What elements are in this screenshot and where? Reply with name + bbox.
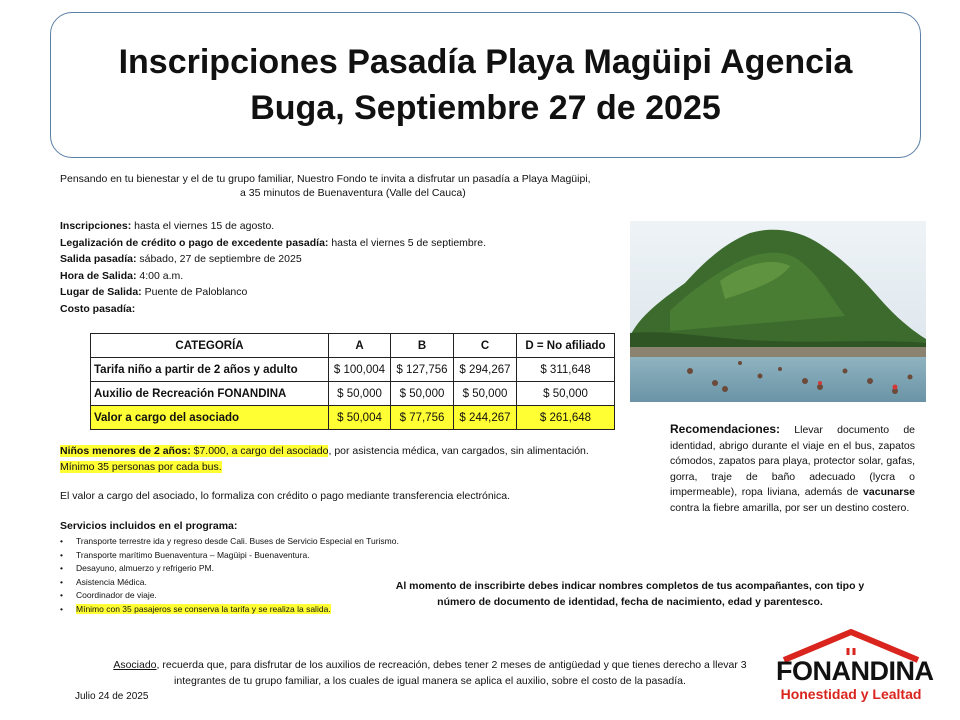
- table-cell: $ 311,648: [517, 358, 615, 382]
- table-header: D = No afiliado: [517, 334, 615, 358]
- logo-slogan: Honestidad y Lealtad: [780, 686, 922, 702]
- detail-legalizacion: [60, 235, 486, 252]
- table-cell: $ 100,004: [329, 358, 391, 382]
- table-header: C: [454, 334, 517, 358]
- table-cell-category: Valor a cargo del asociado: [91, 406, 329, 430]
- detail-inscripciones: [60, 218, 486, 235]
- list-item: [60, 576, 399, 590]
- kids-line: [60, 443, 670, 459]
- associate-note: [90, 657, 770, 689]
- detail-value: 4:00 a.m.: [136, 269, 184, 282]
- list-item: [60, 562, 399, 576]
- recommendations-bold: vacunarse: [863, 486, 915, 499]
- service-text: Mínimo con 35 pasajeros se conserva la tarifa y se realiza la salida.: [76, 603, 331, 614]
- kids-minimum: Mínimo 35 personas por cada bus.: [60, 461, 222, 473]
- table-cell-category: Tarifa niño a partir de 2 años y adulto: [91, 358, 329, 382]
- recommendations: [670, 422, 915, 517]
- document-date: Julio 24 de 2025: [75, 691, 149, 702]
- recommendations-text-end: contra la fiebre amarilla, por ser un destino costero.: [670, 501, 910, 514]
- service-text: Transporte marítimo Buenaventura – Magüipi - Buenaventura.: [76, 549, 310, 560]
- detail-costo: [60, 301, 486, 318]
- valor-note: El valor a cargo del asociado, lo formaliza con crédito o pago mediante transferencia electrónica.: [60, 490, 510, 502]
- table-row-highlighted: [91, 406, 615, 430]
- list-item: [60, 589, 399, 603]
- beach-photo: [630, 221, 926, 402]
- page-title-line-1: Inscripciones Pasadía Playa Magüipi Agencia: [118, 43, 853, 81]
- kids-price: $7.000, a cargo del asociado: [190, 445, 329, 457]
- detail-label: Salida pasadía:: [60, 253, 137, 265]
- recommendations-heading: Recomendaciones:: [670, 422, 781, 436]
- detail-label: Legalización de crédito o pago de excedente pasadía:: [60, 236, 329, 249]
- list-item: [60, 603, 399, 617]
- associate-text: , recuerda que, para disfrutar de los auxilios de recreación, debes tener 2 meses de antigüedad y que tienes derecho a llevar 3 integrantes de tu grupo familiar, a los cuales de igual manera se aplica el auxilio, sobre el costo de la pasadía.: [156, 659, 747, 687]
- list-item: [60, 535, 399, 549]
- bullet-icon: •: [60, 603, 63, 614]
- table-cell: $ 50,004: [329, 406, 391, 430]
- services-list: [60, 535, 399, 616]
- table-cell: $ 127,756: [391, 358, 454, 382]
- detail-salida: [60, 251, 486, 268]
- table-cell: $ 50,000: [454, 382, 517, 406]
- bullet-icon: •: [60, 576, 63, 587]
- intro-line-1: Pensando en tu bienestar y el de tu grupo familiar, Nuestro Fondo te invita a disfrutar un pasadía a Playa Magüipi,: [60, 173, 591, 185]
- detail-value: hasta el viernes 5 de septiembre.: [328, 236, 486, 249]
- intro-text: [60, 172, 700, 200]
- kids-label: Niños menores de 2 años:: [60, 445, 191, 457]
- service-text: Asistencia Médica.: [76, 576, 147, 587]
- table-header: B: [391, 334, 454, 358]
- detail-hora: [60, 268, 486, 285]
- services-section: [60, 520, 399, 616]
- table-header: A: [329, 334, 391, 358]
- table-row: [91, 382, 615, 406]
- services-heading: Servicios incluidos en el programa:: [60, 520, 238, 532]
- table-cell: $ 294,267: [454, 358, 517, 382]
- table-cell: $ 261,648: [517, 406, 615, 430]
- beach-island-image: [630, 221, 926, 402]
- table-cell: $ 50,000: [329, 382, 391, 406]
- table-header-row: [91, 334, 615, 358]
- table-header: CATEGORÍA: [91, 334, 329, 358]
- detail-label: Lugar de Salida:: [60, 286, 142, 298]
- detail-value: sábado, 27 de septiembre de 2025: [136, 253, 302, 265]
- detail-label: Costo pasadía:: [60, 302, 136, 315]
- registration-note: Al momento de inscribirte debes indicar nombres completos de tus acompañantes, con tipo y número de documento de identidad, fecha de nacimiento, edad y parentesco.: [395, 580, 865, 608]
- kids-rest: , por asistencia médica, van cargados, sin alimentación.: [328, 445, 589, 457]
- title-box: [50, 12, 921, 158]
- detail-value: hasta el viernes 15 de agosto.: [131, 220, 275, 232]
- detail-label: Inscripciones:: [60, 220, 132, 232]
- detail-lugar: [60, 284, 486, 301]
- logo-name: FONANDINA: [776, 656, 934, 686]
- intro-line-2: a 35 minutos de Buenaventura (Valle del Cauca): [240, 187, 466, 199]
- recommendations-text: Llevar documento de identidad, abrigo durante el viaje en el bus, zapatos cómodos, zapatos para playa, protector solar, gafas, gorra, traje de baño adecuado (lycra o impermeable), ropa liviana, además de: [670, 424, 915, 499]
- bullet-icon: •: [60, 590, 63, 600]
- cost-table: [90, 333, 615, 430]
- page-title-line-2: Buga, Septiembre 27 de 2025: [250, 89, 721, 127]
- trip-details: [60, 218, 486, 317]
- associate-label: Asociado: [113, 659, 157, 671]
- table-cell: $ 244,267: [454, 406, 517, 430]
- service-text: Coordinador de viaje.: [76, 590, 157, 600]
- bullet-icon: •: [60, 563, 63, 573]
- table-cell: $ 50,000: [391, 382, 454, 406]
- table-cell-category: Auxilio de Recreación FONANDINA: [91, 382, 329, 406]
- table-cell: $ 50,000: [517, 382, 615, 406]
- table-row: [91, 358, 615, 382]
- detail-value: Puente de Paloblanco: [141, 286, 248, 298]
- kids-note: [60, 443, 670, 475]
- detail-label: Hora de Salida:: [60, 269, 137, 282]
- table-cell: $ 77,756: [391, 406, 454, 430]
- bullet-icon: •: [60, 549, 63, 560]
- service-text: Desayuno, almuerzo y refrigerio PM.: [76, 563, 214, 573]
- list-item: [60, 549, 399, 563]
- bullet-icon: •: [60, 536, 63, 546]
- service-text: Transporte terrestre ida y regreso desde Cali. Buses de Servicio Especial en Turismo.: [76, 536, 399, 546]
